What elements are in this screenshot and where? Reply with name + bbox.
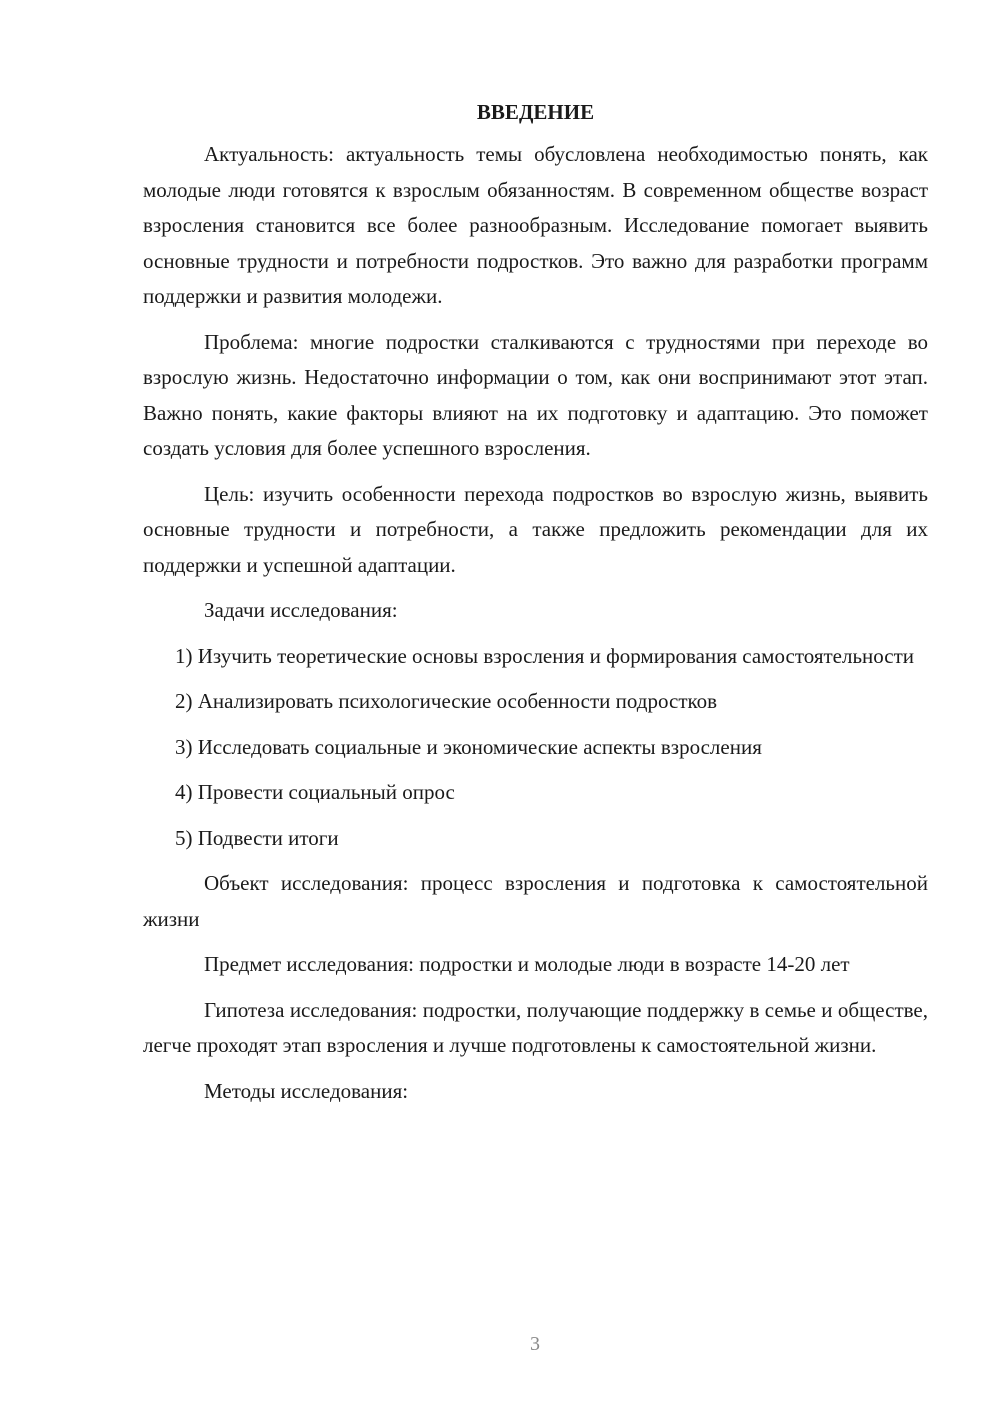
page-number: 3 (530, 1333, 540, 1355)
task-item-3: 3) Исследовать социальные и экономические аспекты взросления (175, 734, 762, 759)
goal-paragraph: Цель: изучить особенности перехода подростков во взрослую жизнь, выявить основные трудности и потребности, а также предложить рекомендации для их поддержки и успешной адаптации. (143, 481, 928, 577)
methods-heading: Методы исследования: (204, 1078, 409, 1103)
problem-paragraph: Проблема: многие подростки сталкиваются с трудностями при переходе во взрослую жизнь. Недостаточно информации о том, как они воспринимают этот этап. Важно понять, какие факторы влияют на их подготовку и адаптацию. Это поможет создать условия для более успешного взросления. (143, 329, 928, 460)
object-paragraph: Объект исследования: процесс взросления и подготовка к самостоятельной жизни (143, 871, 928, 931)
document-page (143, 96, 928, 1119)
section-title: ВВЕДЕНИЕ (476, 100, 595, 124)
task-item-1: 1) Изучить теоретические основы взросления и формирования самостоятельности (175, 643, 915, 668)
task-item-5: 5) Подвести итоги (175, 825, 339, 850)
task-item-4: 4) Провести социальный опрос (175, 780, 455, 804)
tasks-heading: Задачи исследования: (204, 598, 398, 622)
relevance-paragraph: Актуальность: актуальность темы обусловлена необходимостью понять, как молодые люди готовятся к взрослым обязанностям. В современном обществе возраст взросления становится все более разнообразным. Исследование помогает выявить основные трудности и потребности подростков. Это важно для разработки программ поддержки и развития молодежи. (143, 142, 928, 308)
task-item-2: 2) Анализировать психологические особенности подростков (175, 689, 718, 713)
hypothesis-paragraph: Гипотеза исследования: подростки, получающие поддержку в семье и обществе, легче проходят этап взросления и лучше подготовлены к самостоятельной жизни. (143, 997, 928, 1057)
subject-paragraph: Предмет исследования: подростки и молодые люди в возрасте 14-20 лет (204, 952, 850, 976)
